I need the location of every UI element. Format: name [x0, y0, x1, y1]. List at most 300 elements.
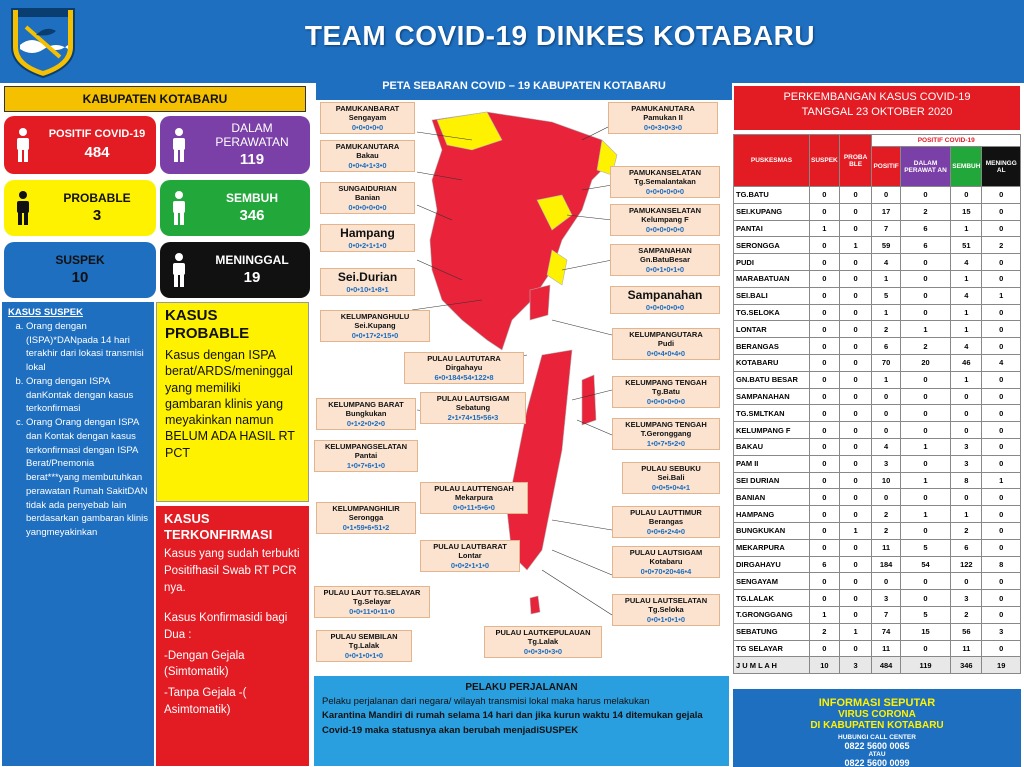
table-cell: 7 [872, 220, 900, 237]
cell-puskesmas: DIRGAHAYU [734, 556, 810, 573]
konfirmasi-definition [156, 506, 309, 766]
map-label-counts: 0•1•59•6•51•2 [342, 522, 390, 532]
suspek-label: SUSPEK [55, 252, 105, 267]
cell-puskesmas: TG.SELOKA [734, 304, 810, 321]
map-label-counts: 0•0•11•5•6•0 [453, 502, 495, 512]
table-cell: 3 [872, 590, 900, 607]
table-total-row [734, 657, 1021, 674]
table-cell: 3 [872, 455, 900, 472]
table-cell: 0 [810, 640, 840, 657]
table-cell: 0 [810, 321, 840, 338]
map-label [420, 482, 528, 514]
table-cell: 0 [839, 388, 872, 405]
cell-puskesmas: BANIAN [734, 489, 810, 506]
map-label-sub: Kelumpang F [641, 215, 689, 225]
table-cell: 56 [951, 623, 982, 640]
table-cell: 0 [900, 573, 951, 590]
covid-map [312, 100, 732, 670]
map-label-sub: Pudi [657, 339, 675, 349]
map-label-sub: Serongga [348, 513, 384, 523]
table-row [734, 354, 1021, 371]
map-label-counts: 0•0•2•1•1•0 [348, 241, 387, 250]
table-cell: 0 [982, 304, 1021, 321]
perawatan-value: 119 [239, 151, 265, 169]
table-cell: 0 [810, 590, 840, 607]
table-cell: 0 [900, 405, 951, 422]
table-row [734, 573, 1021, 590]
cell-puskesmas: PAM II [734, 455, 810, 472]
map-label [610, 244, 720, 276]
table-cell: 0 [982, 590, 1021, 607]
table-row [734, 556, 1021, 573]
cell-puskesmas: TG SELAYAR [734, 640, 810, 657]
table-cell: 0 [839, 220, 872, 237]
table-cell: 0 [839, 489, 872, 506]
cell-puskesmas: BUNGKUKAN [734, 522, 810, 539]
map-label [612, 418, 720, 450]
map-label-counts: 0•0•2•1•1•0 [450, 560, 490, 570]
map-label-name: PULAU LAUTKEPULAUAN [495, 628, 591, 637]
table-cell: 8 [982, 556, 1021, 573]
table-cell: 2 [872, 522, 900, 539]
cell-puskesmas: SENGAYAM [734, 573, 810, 590]
table-row [734, 590, 1021, 607]
meninggal-value: 19 [243, 269, 261, 287]
total-cell: 346 [951, 657, 982, 674]
probable-value: 3 [92, 207, 102, 225]
phone-number[interactable]: 0822 5600 0065 [844, 741, 910, 751]
table-cell: 0 [839, 254, 872, 271]
phone-number[interactable]: 0822 5600 0099 [844, 758, 910, 767]
map-label-counts: 0•0•0•0•0•0 [645, 186, 685, 196]
table-row [734, 489, 1021, 506]
table-row [734, 623, 1021, 640]
table-cell: 11 [872, 539, 900, 556]
table-row [734, 422, 1021, 439]
table-cell: 2 [951, 522, 982, 539]
table-cell: 11 [951, 640, 982, 657]
table-cell: 2 [951, 606, 982, 623]
table-cell: 1 [839, 522, 872, 539]
info-line: INFORMASI SEPUTAR [818, 697, 936, 709]
positif-value: 484 [84, 143, 110, 161]
cell-puskesmas: MEKARPURA [734, 539, 810, 556]
table-cell: 6 [951, 539, 982, 556]
map-label-name: SUNGAIDURIAN [338, 184, 397, 193]
total-cell: 3 [839, 657, 872, 674]
table-cell: 0 [839, 539, 872, 556]
map-label-counts: 0•0•1•0•1•0 [646, 614, 686, 624]
table-cell: 11 [872, 640, 900, 657]
table-cell: 1 [982, 287, 1021, 304]
table-cell: 6 [900, 220, 951, 237]
map-label [404, 352, 524, 384]
table-cell: 5 [872, 287, 900, 304]
map-label [420, 540, 520, 572]
table-title [734, 86, 1020, 130]
table-cell: 4 [951, 287, 982, 304]
person-icon [168, 190, 190, 226]
map-label [320, 268, 415, 296]
map-label-sub: Kotabaru [649, 557, 683, 567]
table-row [734, 254, 1021, 271]
map-label [612, 594, 720, 626]
map-label [608, 102, 718, 134]
table-cell: 0 [810, 371, 840, 388]
map-label-counts: 0•0•0•0•0•0 [645, 303, 685, 312]
cell-puskesmas: TG.SMLTKAN [734, 405, 810, 422]
map-label-counts: 0•0•17•2•15•0 [351, 330, 399, 340]
table-cell: 0 [900, 304, 951, 321]
map-label-name: PULAU LAUT TG.SELAYAR [323, 588, 421, 597]
table-cell: 0 [900, 522, 951, 539]
map-label-counts: 0•0•0•0•0•0 [646, 396, 686, 406]
cell-puskesmas: SERONGGA [734, 237, 810, 254]
table-cell: 1 [951, 270, 982, 287]
table-row [734, 539, 1021, 556]
table-cell: 4 [872, 438, 900, 455]
table-cell: 2 [900, 203, 951, 220]
table-cell: 0 [839, 455, 872, 472]
map-label-sub: Dirgahayu [445, 363, 483, 373]
table-cell: 0 [982, 606, 1021, 623]
map-label-counts: 0•0•11•0•11•0 [349, 606, 395, 616]
table-cell: 1 [872, 270, 900, 287]
map-label [420, 392, 526, 424]
table-cell: 0 [810, 304, 840, 321]
perawatan-card [160, 116, 310, 174]
table-row [734, 270, 1021, 287]
table-cell: 54 [900, 556, 951, 573]
table-cell: 4 [982, 354, 1021, 371]
map-label [320, 224, 415, 252]
table-cell: 1 [900, 472, 951, 489]
map-label-sub: Pamukan II [643, 113, 683, 123]
map-label-name: PULAU LAUTSIGAM [629, 548, 703, 557]
table-cell: 0 [872, 573, 900, 590]
cell-puskesmas: BAKAU [734, 438, 810, 455]
map-label-counts: 0•0•0•0•0•0 [645, 224, 685, 234]
cell-puskesmas: LONTAR [734, 321, 810, 338]
konfirmasi-def-body: Kasus Konfirmasidi bagi Dua : [164, 612, 288, 641]
table-cell: 6 [900, 237, 951, 254]
table-cell: 0 [839, 287, 872, 304]
map-label-sub: Sei.Bali [657, 473, 685, 483]
map-label-sub: Banian [354, 193, 380, 203]
table-cell: 0 [951, 573, 982, 590]
map-label-name: PAMUKANSELATAN [628, 206, 702, 215]
table-cell: 0 [872, 187, 900, 204]
col-puskesmas: PUSKESMAS [734, 135, 810, 187]
pelaku-text-bold: Karantina Mandiri di rumah selama 14 hari dan jika kurun waktu 14 ditemukan gejala Covid-19 maka statusnya akan berubah menjadiSUSPEK [322, 710, 703, 736]
map-label-sub: Tg.Semalantakan [634, 177, 696, 187]
map-label [316, 398, 416, 430]
sembuh-label: SEMBUH [225, 190, 278, 205]
table-cell: 0 [900, 371, 951, 388]
map-label-sub: T.Geronggang [640, 429, 692, 439]
map-label-sub: Bungkukan [345, 409, 387, 419]
map-label-name: KELUMPANGSELATAN [324, 442, 408, 451]
table-row [734, 203, 1021, 220]
table-cell: 1 [951, 220, 982, 237]
table-cell: 0 [810, 388, 840, 405]
table-cell: 1 [810, 606, 840, 623]
table-row [734, 455, 1021, 472]
table-row [734, 220, 1021, 237]
cell-puskesmas: SEI DURIAN [734, 472, 810, 489]
table-cell: 4 [951, 254, 982, 271]
map-label-sub: Lontar [458, 551, 482, 561]
map-label-counts: 0•0•3•0•3•0 [643, 122, 683, 132]
table-cell: 0 [900, 287, 951, 304]
table-cell: 2 [872, 321, 900, 338]
map-label-counts: 0•0•70•20•46•4 [640, 566, 692, 576]
table-cell: 1 [872, 371, 900, 388]
page-title: TEAM COVID-19 DINKES KOTABARU [304, 20, 816, 51]
map-label-name: Sampanahan [627, 288, 703, 302]
table-cell: 0 [982, 640, 1021, 657]
table-cell: 1 [951, 506, 982, 523]
map-label-counts: 1•0•7•6•1•0 [346, 460, 386, 470]
map-label-sub: Sebatung [455, 403, 491, 413]
table-title-line: PERKEMBANGAN KASUS COVID-19 [783, 91, 971, 103]
map-label-name: PAMUKANUTARA [335, 142, 400, 151]
table-cell: 15 [951, 203, 982, 220]
col-dalam-perawatan: DALAM PERAWAT AN [900, 147, 951, 187]
table-cell: 0 [900, 640, 951, 657]
table-cell: 3 [951, 455, 982, 472]
positif-label: POSITIF COVID-19 [48, 128, 146, 141]
cell-puskesmas: TG.LALAK [734, 590, 810, 607]
col-sembuh: SEMBUH [951, 147, 982, 187]
hotline-label: HUBUNGI CALL CENTER [838, 734, 916, 741]
map-label-name: KELUMPANG TENGAH [625, 378, 707, 387]
table-cell: 0 [982, 438, 1021, 455]
map-label-name: PULAU LAUTSIGAM [436, 394, 510, 403]
table-cell: 6 [810, 556, 840, 573]
table-cell: 0 [951, 405, 982, 422]
table-cell: 0 [982, 220, 1021, 237]
table-cell: 0 [951, 388, 982, 405]
map-label-name: Hampang [340, 226, 395, 240]
table-cell: 0 [810, 270, 840, 287]
table-cell: 0 [810, 203, 840, 220]
table-cell: 0 [810, 237, 840, 254]
pelaku-title: PELAKU PERJALANAN [465, 682, 578, 693]
map-label [316, 502, 416, 534]
table-cell: 0 [839, 270, 872, 287]
table-cell: 74 [872, 623, 900, 640]
table-cell: 3 [982, 623, 1021, 640]
map-label-counts: 0•0•3•0•3•0 [523, 646, 563, 656]
table-row [734, 287, 1021, 304]
map-label [610, 286, 720, 314]
table-row [734, 506, 1021, 523]
map-label-name: PULAU LAUTTIMUR [630, 508, 702, 517]
probable-def-body: Kasus dengan ISPA berat/ARDS/meninggal yang memiliki gambaran klinis yang meyakinkan namun BELUM ADA HASIL RT PCT [165, 348, 295, 460]
konfirmasi-def-title: KASUS TERKONFIRMASI [164, 511, 273, 542]
atau-label: ATAU [868, 751, 886, 759]
table-row [734, 438, 1021, 455]
col-meninggal: MENINGG AL [982, 147, 1021, 187]
table-cell: 0 [839, 472, 872, 489]
map-label-name: KELUMPANGUTARA [629, 330, 703, 339]
table-cell: 3 [951, 590, 982, 607]
map-label [622, 462, 720, 494]
table-cell: 0 [900, 254, 951, 271]
map-label-counts: 6•0•184•54•122•8 [434, 372, 494, 382]
map-label-counts: 0•0•10•1•8•1 [346, 285, 389, 294]
total-cell: 119 [900, 657, 951, 674]
table-row [734, 388, 1021, 405]
table-cell: 0 [982, 187, 1021, 204]
col-probable: PROBA BLE [839, 135, 872, 187]
map-label-counts: 0•0•6•2•4•0 [646, 526, 686, 536]
map-label [320, 310, 430, 342]
cell-puskesmas: TG.BATU [734, 187, 810, 204]
person-icon [168, 252, 190, 288]
table-cell: 0 [982, 270, 1021, 287]
table-row [734, 371, 1021, 388]
map-label-sub: Tg.Lalak [527, 637, 559, 647]
table-cell: 0 [900, 455, 951, 472]
table-row [734, 321, 1021, 338]
table-row [734, 338, 1021, 355]
table-cell: 0 [982, 388, 1021, 405]
col-positif-group: POSITIF COVID-19 [872, 135, 1021, 147]
table-cell: 0 [982, 506, 1021, 523]
table-cell: 0 [839, 354, 872, 371]
map-label-sub: Tg.Seloka [648, 605, 684, 615]
table-cell: 0 [982, 405, 1021, 422]
table-cell: 0 [900, 489, 951, 506]
table-cell: 7 [872, 606, 900, 623]
map-label-counts: 0•0•5•0•4•1 [651, 482, 691, 492]
suspek-card [4, 242, 156, 298]
table-cell: 5 [900, 539, 951, 556]
table-cell: 0 [810, 506, 840, 523]
table-cell: 0 [810, 455, 840, 472]
table-cell: 0 [982, 522, 1021, 539]
table-cell: 0 [982, 338, 1021, 355]
total-label: J U M L A H [734, 657, 810, 674]
table-cell: 0 [810, 438, 840, 455]
table-row [734, 405, 1021, 422]
map-label-counts: 1•0•7•5•2•0 [646, 438, 686, 448]
map-label-name: PULAU LAUTSELATAN [624, 596, 708, 605]
table-cell: 1 [951, 321, 982, 338]
table-cell: 0 [810, 354, 840, 371]
map-label-name: PULAU LAUTUTARA [427, 354, 501, 363]
map-label [610, 204, 720, 236]
meninggal-label: MENINGGAL [215, 252, 289, 267]
table-cell: 0 [982, 455, 1021, 472]
map-label-counts: 0•0•0•0•0•0 [348, 202, 387, 212]
table-cell: 0 [839, 640, 872, 657]
table-cell: 0 [839, 203, 872, 220]
map-label-name: Sei.Durian [337, 270, 398, 284]
map-label-sub: Tg.Batu [652, 387, 680, 397]
table-cell: 1 [839, 237, 872, 254]
table-cell: 0 [839, 590, 872, 607]
map-label-counts: 0•0•4•1•3•0 [348, 160, 387, 170]
table-cell: 0 [810, 254, 840, 271]
total-cell: 484 [872, 657, 900, 674]
table-cell: 0 [810, 338, 840, 355]
map-label-sub: Mekarpura [455, 493, 493, 503]
map-label [314, 440, 418, 472]
table-cell: 4 [951, 338, 982, 355]
info-banner [733, 689, 1021, 767]
map-label-counts: 0•0•0•0•0 [351, 122, 384, 132]
table-cell: 0 [810, 539, 840, 556]
table-cell: 4 [872, 254, 900, 271]
table-cell: 1 [839, 623, 872, 640]
table-cell: 1 [951, 371, 982, 388]
pelaku-text: Pelaku perjalanan dari negara/ wilayah transmisi lokal maka harus melakukan [322, 696, 650, 707]
map-label-name: PULAU SEBUKU [641, 464, 701, 473]
table-cell: 0 [810, 573, 840, 590]
table-cell: 0 [900, 590, 951, 607]
map-label-name: PULAU LAUTBARAT [433, 542, 507, 551]
cell-puskesmas: SEI.KUPANG [734, 203, 810, 220]
map-label [610, 166, 720, 198]
table-cell: 0 [810, 472, 840, 489]
table-cell: 0 [839, 371, 872, 388]
table-cell: 0 [951, 489, 982, 506]
table-cell: 184 [872, 556, 900, 573]
table-cell: 59 [872, 237, 900, 254]
table-cell: 0 [900, 388, 951, 405]
map-label [320, 182, 415, 214]
cell-puskesmas: HAMPANG [734, 506, 810, 523]
col-positif: POSITIF [872, 147, 900, 187]
table-cell: 0 [982, 254, 1021, 271]
cell-puskesmas: SEI.BALI [734, 287, 810, 304]
table-cell: 0 [982, 489, 1021, 506]
konfirmasi-def-body: -Dengan Gejala (Simtomatik) [164, 649, 245, 679]
meninggal-card [160, 242, 310, 298]
table-cell: 1 [810, 220, 840, 237]
table-cell: 15 [900, 623, 951, 640]
table-cell: 20 [900, 354, 951, 371]
table-cell: 0 [839, 321, 872, 338]
table-cell: 0 [839, 506, 872, 523]
map-label [320, 102, 415, 134]
table-row [734, 472, 1021, 489]
pelaku-perjalanan-box [314, 676, 729, 766]
map-label [484, 626, 602, 658]
map-label-sub: Tg.Selayar [353, 597, 391, 607]
table-row [734, 640, 1021, 657]
table-cell: 6 [872, 338, 900, 355]
table-cell: 0 [839, 187, 872, 204]
cell-puskesmas: SAMPANAHAN [734, 388, 810, 405]
map-label-name: KELUMPANG TENGAH [625, 420, 707, 429]
map-label-sub: Sei.Kupang [354, 321, 396, 331]
table-cell: 1 [900, 506, 951, 523]
suspek-def-title: KASUS SUSPEK [8, 307, 83, 318]
map-label-name: PULAU SEMBILAN [330, 632, 398, 641]
table-cell: 0 [872, 388, 900, 405]
cases-table [733, 134, 1021, 674]
table-cell: 70 [872, 354, 900, 371]
suspek-def-item: c. Orang Orang dengan ISPA dan Kontak dengan kasus terkonfirmasi dengan ISPA Berat/Pnemonia berat***yang membutuhkan perawatan Rumah SakitDAN tidak ada penyebab lain berdasarkan gambaran klinis yangmeyakinkan [26, 416, 148, 540]
table-cell: 0 [982, 371, 1021, 388]
kotabaru-logo [6, 5, 80, 79]
konfirmasi-def-body: Kasus yang sudah terbukti Positifhasil Swab RT PCR nya. [164, 548, 300, 594]
table-cell: 10 [872, 472, 900, 489]
